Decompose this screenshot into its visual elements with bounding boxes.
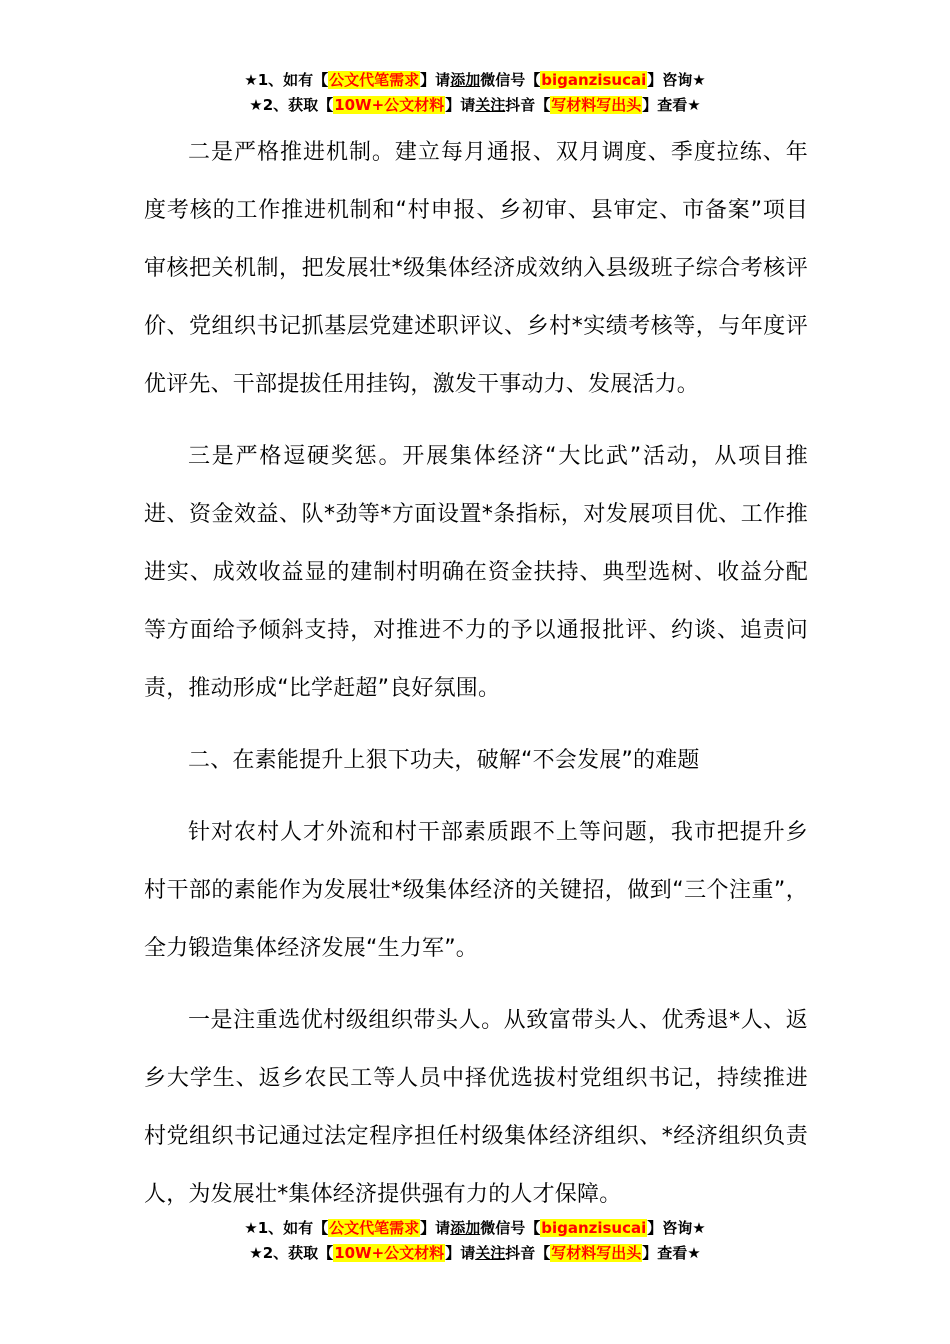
highlight-douyin-account: 写材料写出头 — [551, 1244, 642, 1262]
section-heading: 二、在素能提升上狠下功夫，破解“不会发展”的难题 — [188, 748, 700, 773]
banner-text: ★2、获取【 — [249, 96, 334, 114]
banner-text: 】请 — [445, 1244, 476, 1262]
document-body — [144, 124, 808, 1238]
highlight-need: 公文代笔需求 — [329, 1219, 420, 1237]
footer-banner — [0, 1216, 950, 1266]
paragraph-mechanism: 二是严格推进机制。建立每月通报、双月调度、季度拉练、年度考核的工作推进机制和“村申报、乡初审、县审定、市备案”项目审核把关机制，把发展壮*级集体经济成效纳入县级班子综合考核评价、党组织书记抓基层党建述职评议、乡村*实绩考核等，与年度评优评先、干部提拔任用挂钩，激发干事动力、发展活力。 — [144, 140, 808, 397]
banner-text: 】请 — [420, 1219, 451, 1237]
underlined-follow: 关注 — [475, 96, 506, 114]
highlight-wechat-id: biganzisucai — [541, 71, 647, 89]
banner-text: 抖音【 — [505, 1244, 551, 1262]
banner-text: 】请 — [445, 96, 476, 114]
banner-line-2 — [0, 93, 950, 118]
banner-text: 】咨询★ — [647, 71, 706, 89]
banner-text: ★1、如有【 — [244, 71, 329, 89]
highlight-materials: 10W+公文材料 — [334, 96, 445, 114]
underlined-add: 添加 — [450, 71, 481, 89]
banner-text: ★1、如有【 — [244, 1219, 329, 1237]
highlight-need: 公文代笔需求 — [329, 71, 420, 89]
banner-text: ★2、获取【 — [249, 1244, 334, 1262]
banner-text: 】咨询★ — [647, 1219, 706, 1237]
underlined-follow: 关注 — [475, 1244, 506, 1262]
banner-line-2 — [0, 1241, 950, 1266]
paragraph-intro: 针对农村人才外流和村干部素质跟不上等问题，我市把提升乡村干部的素能作为发展壮*级集体经济的关键招，做到“三个注重”，全力锻造集体经济发展“生力军”。 — [144, 820, 808, 961]
banner-line-1 — [0, 1216, 950, 1241]
highlight-materials: 10W+公文材料 — [334, 1244, 445, 1262]
paragraph-rewards: 三是严格逗硬奖惩。开展集体经济“大比武”活动，从项目推进、资金效益、队*劲等*方面设置*条指标，对发展项目优、工作推进实、成效收益显的建制村明确在资金扶持、典型选树、收益分配等方面给予倾斜支持，对推进不力的予以通报批评、约谈、追责问责，推动形成“比学赶超”良好氛围。 — [144, 444, 808, 701]
banner-text: 】查看★ — [642, 1244, 701, 1262]
banner-text: 微信号【 — [480, 71, 541, 89]
highlight-douyin-account: 写材料写出头 — [551, 96, 642, 114]
banner-text: 微信号【 — [480, 1219, 541, 1237]
highlight-wechat-id: biganzisucai — [541, 1219, 647, 1237]
banner-text: 】请 — [420, 71, 451, 89]
banner-text: 】查看★ — [642, 96, 701, 114]
paragraph-leaders: 一是注重选优村级组织带头人。从致富带头人、优秀退*人、返乡大学生、返乡农民工等人员中择优选拔村党组织书记，持续推进村党组织书记通过法定程序担任村级集体经济组织、*经济组织负责人，为发展壮*集体经济提供强有力的人才保障。 — [144, 1008, 808, 1207]
banner-line-1 — [0, 68, 950, 93]
underlined-add: 添加 — [450, 1219, 481, 1237]
header-banner — [0, 68, 950, 118]
banner-text: 抖音【 — [505, 96, 551, 114]
